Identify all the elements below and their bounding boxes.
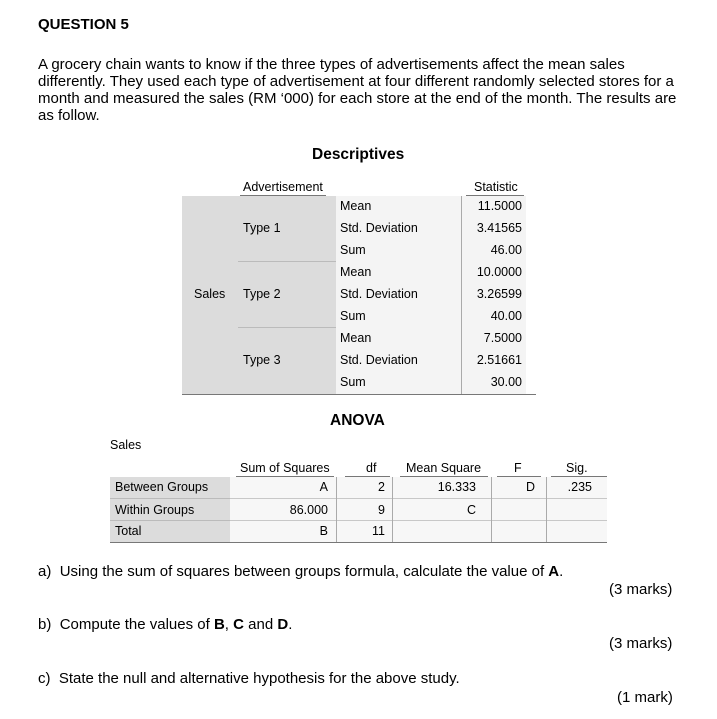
stat-value: 3.41565 — [476, 221, 522, 235]
f-between: D — [525, 480, 535, 494]
df-between: 2 — [378, 480, 385, 494]
stat-value: 7.5000 — [483, 331, 522, 345]
stat-label: Sum — [340, 375, 366, 389]
descriptives-title: Descriptives — [312, 146, 405, 163]
part-a-marks: (3 marks) — [609, 581, 673, 598]
stat-label: Sum — [340, 309, 366, 323]
header-ms: Mean Square — [406, 461, 482, 475]
group-type-2: Type 2 — [243, 287, 281, 301]
part-b-bold-d: D — [277, 616, 289, 633]
group-type-1: Type 1 — [243, 221, 281, 235]
sales-label: Sales — [194, 287, 226, 301]
header-df: df — [366, 461, 377, 475]
part-c-marks: (1 mark) — [617, 689, 673, 706]
part-a-prefix: a) — [38, 563, 52, 580]
part-c-prefix: c) — [38, 670, 51, 687]
part-b-end: . — [288, 616, 293, 633]
header-ss: Sum of Squares — [240, 461, 330, 475]
group-type-3: Type 3 — [243, 353, 281, 367]
stat-value: 46.00 — [490, 243, 522, 257]
part-b-prefix: b) — [38, 616, 52, 633]
stat-label: Mean — [340, 199, 372, 213]
header-statistic: Statistic — [474, 180, 518, 194]
part-a-end: . — [559, 563, 564, 580]
header-f: F — [514, 461, 522, 475]
ss-total: B — [319, 524, 328, 538]
ss-between: A — [319, 480, 328, 494]
stat-value: 10.0000 — [476, 265, 522, 279]
df-within: 9 — [378, 503, 385, 517]
ms-between: 16.333 — [437, 480, 476, 494]
part-a-text: Using the sum of squares between groups formula, calculate the value of — [59, 563, 549, 580]
stat-label: Mean — [340, 265, 372, 279]
part-b-text: Compute the values of — [59, 616, 214, 633]
part-b — [38, 616, 292, 633]
question-body: A grocery chain wants to know if the three types of advertisements affect the mean sales differently. They used each type of advertisement at four different randomly selected stores for a month and measured the sales (RM ‘000) for each store at the end of the month. The results are as follow. — [38, 56, 677, 124]
part-b-marks: (3 marks) — [609, 635, 673, 652]
stat-value: 3.26599 — [476, 287, 522, 301]
header-sig: Sig. — [566, 461, 588, 475]
stat-label: Std. Deviation — [340, 287, 418, 301]
part-a-bold: A — [548, 563, 560, 580]
dependent-label: Sales — [110, 438, 142, 452]
stat-label: Mean — [340, 331, 372, 345]
stat-value: 30.00 — [490, 375, 522, 389]
part-a — [38, 563, 563, 580]
part-b-bold-c: C — [233, 616, 244, 633]
header-advertisement: Advertisement — [243, 180, 323, 194]
part-b-sep2: and — [243, 616, 278, 633]
stat-value: 40.00 — [490, 309, 522, 323]
stat-label: Std. Deviation — [340, 221, 418, 235]
anova-title: ANOVA — [330, 412, 385, 429]
ms-within: C — [466, 503, 476, 517]
row-within-groups: Within Groups — [115, 503, 195, 517]
part-b-bold-b: B — [213, 616, 225, 633]
stat-value: 11.5000 — [477, 199, 522, 213]
sig-between: .235 — [567, 480, 592, 494]
question-title: QUESTION 5 — [38, 16, 129, 33]
part-b-sep1: , — [224, 616, 234, 633]
part-c-text: State the null and alternative hypothesis for the above study. — [58, 670, 460, 687]
part-c — [38, 670, 460, 687]
ss-within: 86.000 — [289, 503, 328, 517]
row-total: Total — [115, 524, 142, 538]
df-total: 11 — [372, 524, 385, 538]
stat-label: Sum — [340, 243, 366, 257]
stat-label: Std. Deviation — [340, 353, 418, 367]
row-between-groups: Between Groups — [115, 480, 209, 494]
stat-value: 2.51661 — [476, 353, 522, 367]
